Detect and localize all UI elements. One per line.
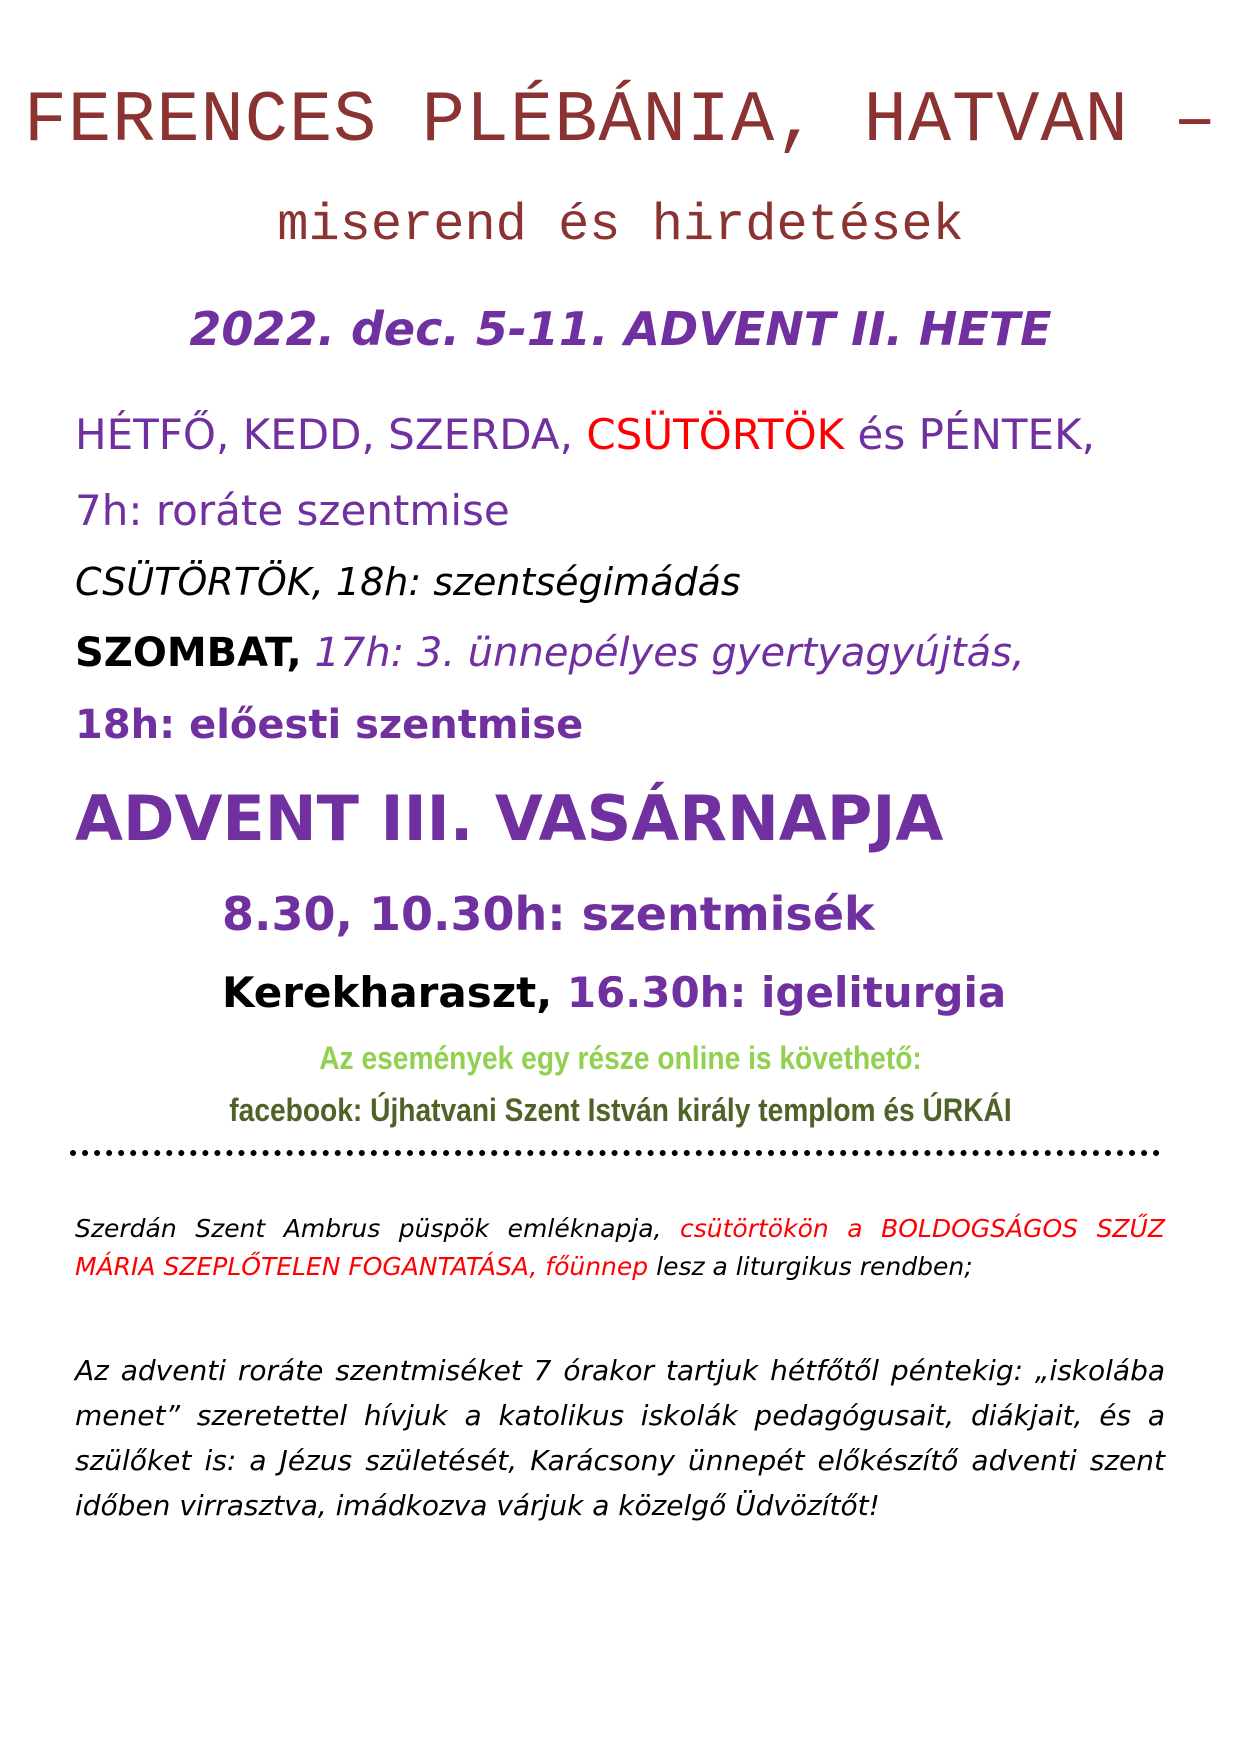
saturday-candle: 17h: 3. ünnepélyes gyertyagyújtás, [301,630,1025,676]
online-note: Az események egy része online is követhető: [319,1040,922,1076]
saturday-mass-line: 18h: előesti szentmise [75,702,584,748]
weekday-mass-line: 7h: roráte szentmise [75,486,510,535]
saturday-label: SZOMBAT, [75,630,302,676]
kerekharaszt-label: Kerekharaszt, [222,968,553,1017]
sunday-title: ADVENT III. VASÁRNAPJA [75,782,944,855]
announcement-1-text-a: Szerdán Szent Ambrus püspök emléknapja, [75,1214,680,1243]
thursday-adoration-line: CSÜTÖRTÖK, 18h: szentségimádás [75,560,741,604]
dotted-divider [70,1150,1160,1156]
week-heading: 2022. dec. 5-11. ADVENT II. HETE [189,302,1052,356]
weekdays-text-a: HÉTFŐ, KEDD, SZERDA, [75,410,587,459]
weekdays-thursday: CSÜTÖRTÖK [586,410,845,459]
page-title: FERENCES PLÉBÁNIA, HATVAN – [23,80,1218,162]
weekdays-text-b: és PÉNTEK, [844,410,1095,459]
sunday-masses-line: 8.30, 10.30h: szentmisék [222,887,875,941]
announcement-1-text-b: lesz a liturgikus rendben; [648,1252,973,1281]
saturday-line [75,630,1025,676]
announcement-paragraph-2: Az adventi roráte szentmiséket 7 órakor tartjuk hétfőtől péntekig: „iskolába menet” szeretettel hívjuk a katolikus iskolák pedagógusait, diákjait, és a szülőket is: a Jézus születését, Karácsony ünnepét előkészítő adventi szent időben virrasztva, imádkozva várjuk a közelgő Üdvözítőt! [75,1354,1165,1522]
weekdays-line [75,410,1095,459]
announcement-1-highlight: csütörtökön a BOLDOGSÁGOS SZŰZ MÁRIA SZEPLŐTELEN FOGANTATÁSA, főünnep [75,1214,1165,1281]
facebook-note: facebook: Újhatvani Szent István király templom és ÚRKÁI [229,1092,1012,1128]
kerekharaszt-time: 16.30h: igeliturgia [552,968,1007,1017]
page-subtitle: miserend és hirdetések [277,196,964,255]
kerekharaszt-line [222,968,1006,1017]
announcement-paragraph-1 [75,1210,1165,1286]
